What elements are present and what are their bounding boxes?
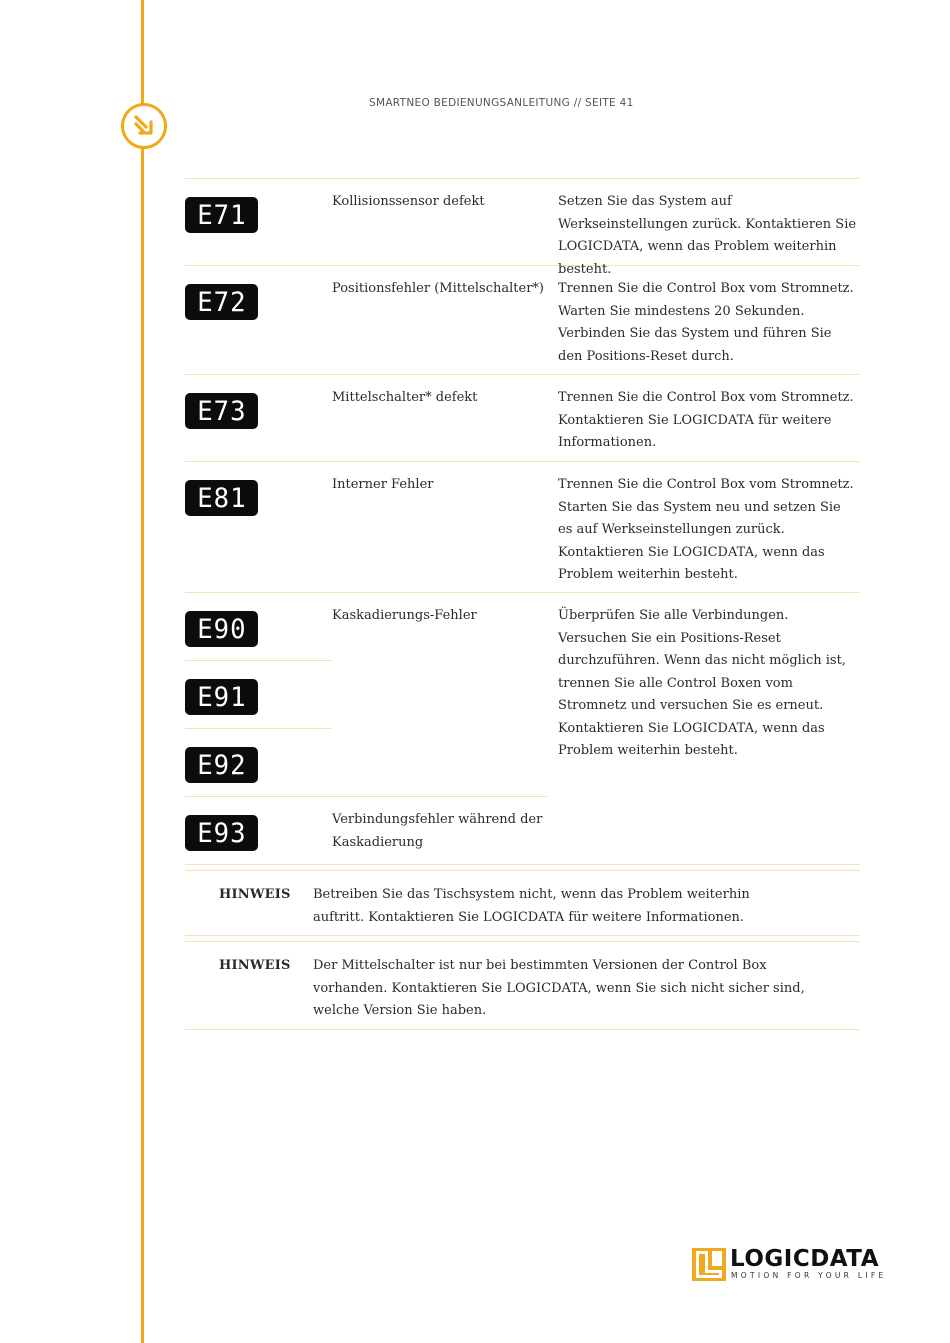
table-rule — [185, 870, 860, 871]
logo-wordmark: LOGICDATA — [730, 1246, 880, 1272]
logicdata-logo-icon — [692, 1248, 726, 1281]
error-code: E71 — [196, 199, 247, 231]
error-code-display — [185, 815, 258, 851]
error-action: Setzen Sie das System auf Werkseinstellungen zurück. Kontaktieren Sie LOGICDATA, wenn das Problem weiterhin besteht. — [558, 194, 857, 277]
note-text: Der Mittelschalter ist nur bei bestimmten Versionen der Control Box vorhanden. Kontaktieren Sie LOGICDATA, wenn Sie sich nicht sicher sind, welche Version Sie haben. — [313, 958, 805, 1018]
error-code-display — [185, 197, 258, 233]
error-description: Kollisionssensor defekt — [332, 194, 485, 209]
table-rule — [185, 374, 860, 375]
table-rule — [185, 935, 860, 936]
table-rule — [185, 592, 860, 593]
error-action: Trennen Sie die Control Box vom Stromnetz. Starten Sie das System neu und setzen Sie es auf Werkseinstellungen zurück. Kontaktieren Sie LOGICDATA, wenn das Problem weiterhin besteht. — [558, 477, 854, 582]
page-header: SMARTNEO BEDIENUNGSANLEITUNG // SEITE 41 — [369, 97, 634, 109]
error-code-display — [185, 611, 258, 647]
error-code: E91 — [196, 681, 247, 713]
error-description: Kaskadierungs-Fehler — [332, 608, 477, 623]
table-rule — [185, 660, 332, 661]
table-rule — [185, 728, 332, 729]
logo-tagline: MOTION FOR YOUR LIFE — [731, 1271, 887, 1280]
error-action: Trennen Sie die Control Box vom Stromnetz. Warten Sie mindestens 20 Sekunden. Verbinden Sie das System und führen Sie den Positions-Reset durch. — [558, 281, 854, 364]
note-text: Betreiben Sie das Tischsystem nicht, wenn das Problem weiterhin auftritt. Kontaktieren Sie LOGICDATA für weitere Informationen. — [313, 887, 750, 925]
table-rule — [185, 178, 860, 179]
note-label: HINWEIS — [219, 887, 291, 902]
error-description: Verbindungsfehler während der Kaskadierung — [332, 812, 543, 850]
error-code: E73 — [196, 395, 247, 427]
error-code-display — [185, 480, 258, 516]
logicdata-logo — [690, 1246, 890, 1284]
error-action: Trennen Sie die Control Box vom Stromnetz. Kontaktieren Sie LOGICDATA für weitere Informationen. — [558, 390, 854, 450]
table-rule — [185, 864, 860, 865]
table-rule — [185, 461, 860, 462]
table-rule — [185, 796, 547, 797]
error-code: E72 — [196, 286, 247, 318]
note-label: HINWEIS — [219, 958, 291, 973]
error-code-display — [185, 284, 258, 320]
table-rule — [185, 1029, 860, 1030]
error-code: E92 — [196, 749, 247, 781]
error-description: Interner Fehler — [332, 477, 434, 492]
error-code: E90 — [196, 613, 247, 645]
error-code-display — [185, 679, 258, 715]
table-rule — [185, 941, 860, 942]
error-code: E81 — [196, 482, 247, 514]
error-code-display — [185, 747, 258, 783]
arrow-down-right-icon — [121, 103, 167, 149]
error-action: Überprüfen Sie alle Verbindungen. Versuchen Sie ein Positions-Reset durchzuführen. Wenn das nicht möglich ist, trennen Sie alle Control Boxen vom Stromnetz und versuchen Sie es erneut. Kontaktieren Sie LOGICDATA, wenn das Problem weiterhin besteht. — [558, 608, 846, 758]
error-code: E93 — [196, 817, 247, 849]
error-description: Mittelschalter* defekt — [332, 390, 478, 405]
error-description: Positionsfehler (Mittelschalter*) — [332, 281, 544, 296]
margin-accent-line — [141, 0, 144, 1343]
error-code-display — [185, 393, 258, 429]
